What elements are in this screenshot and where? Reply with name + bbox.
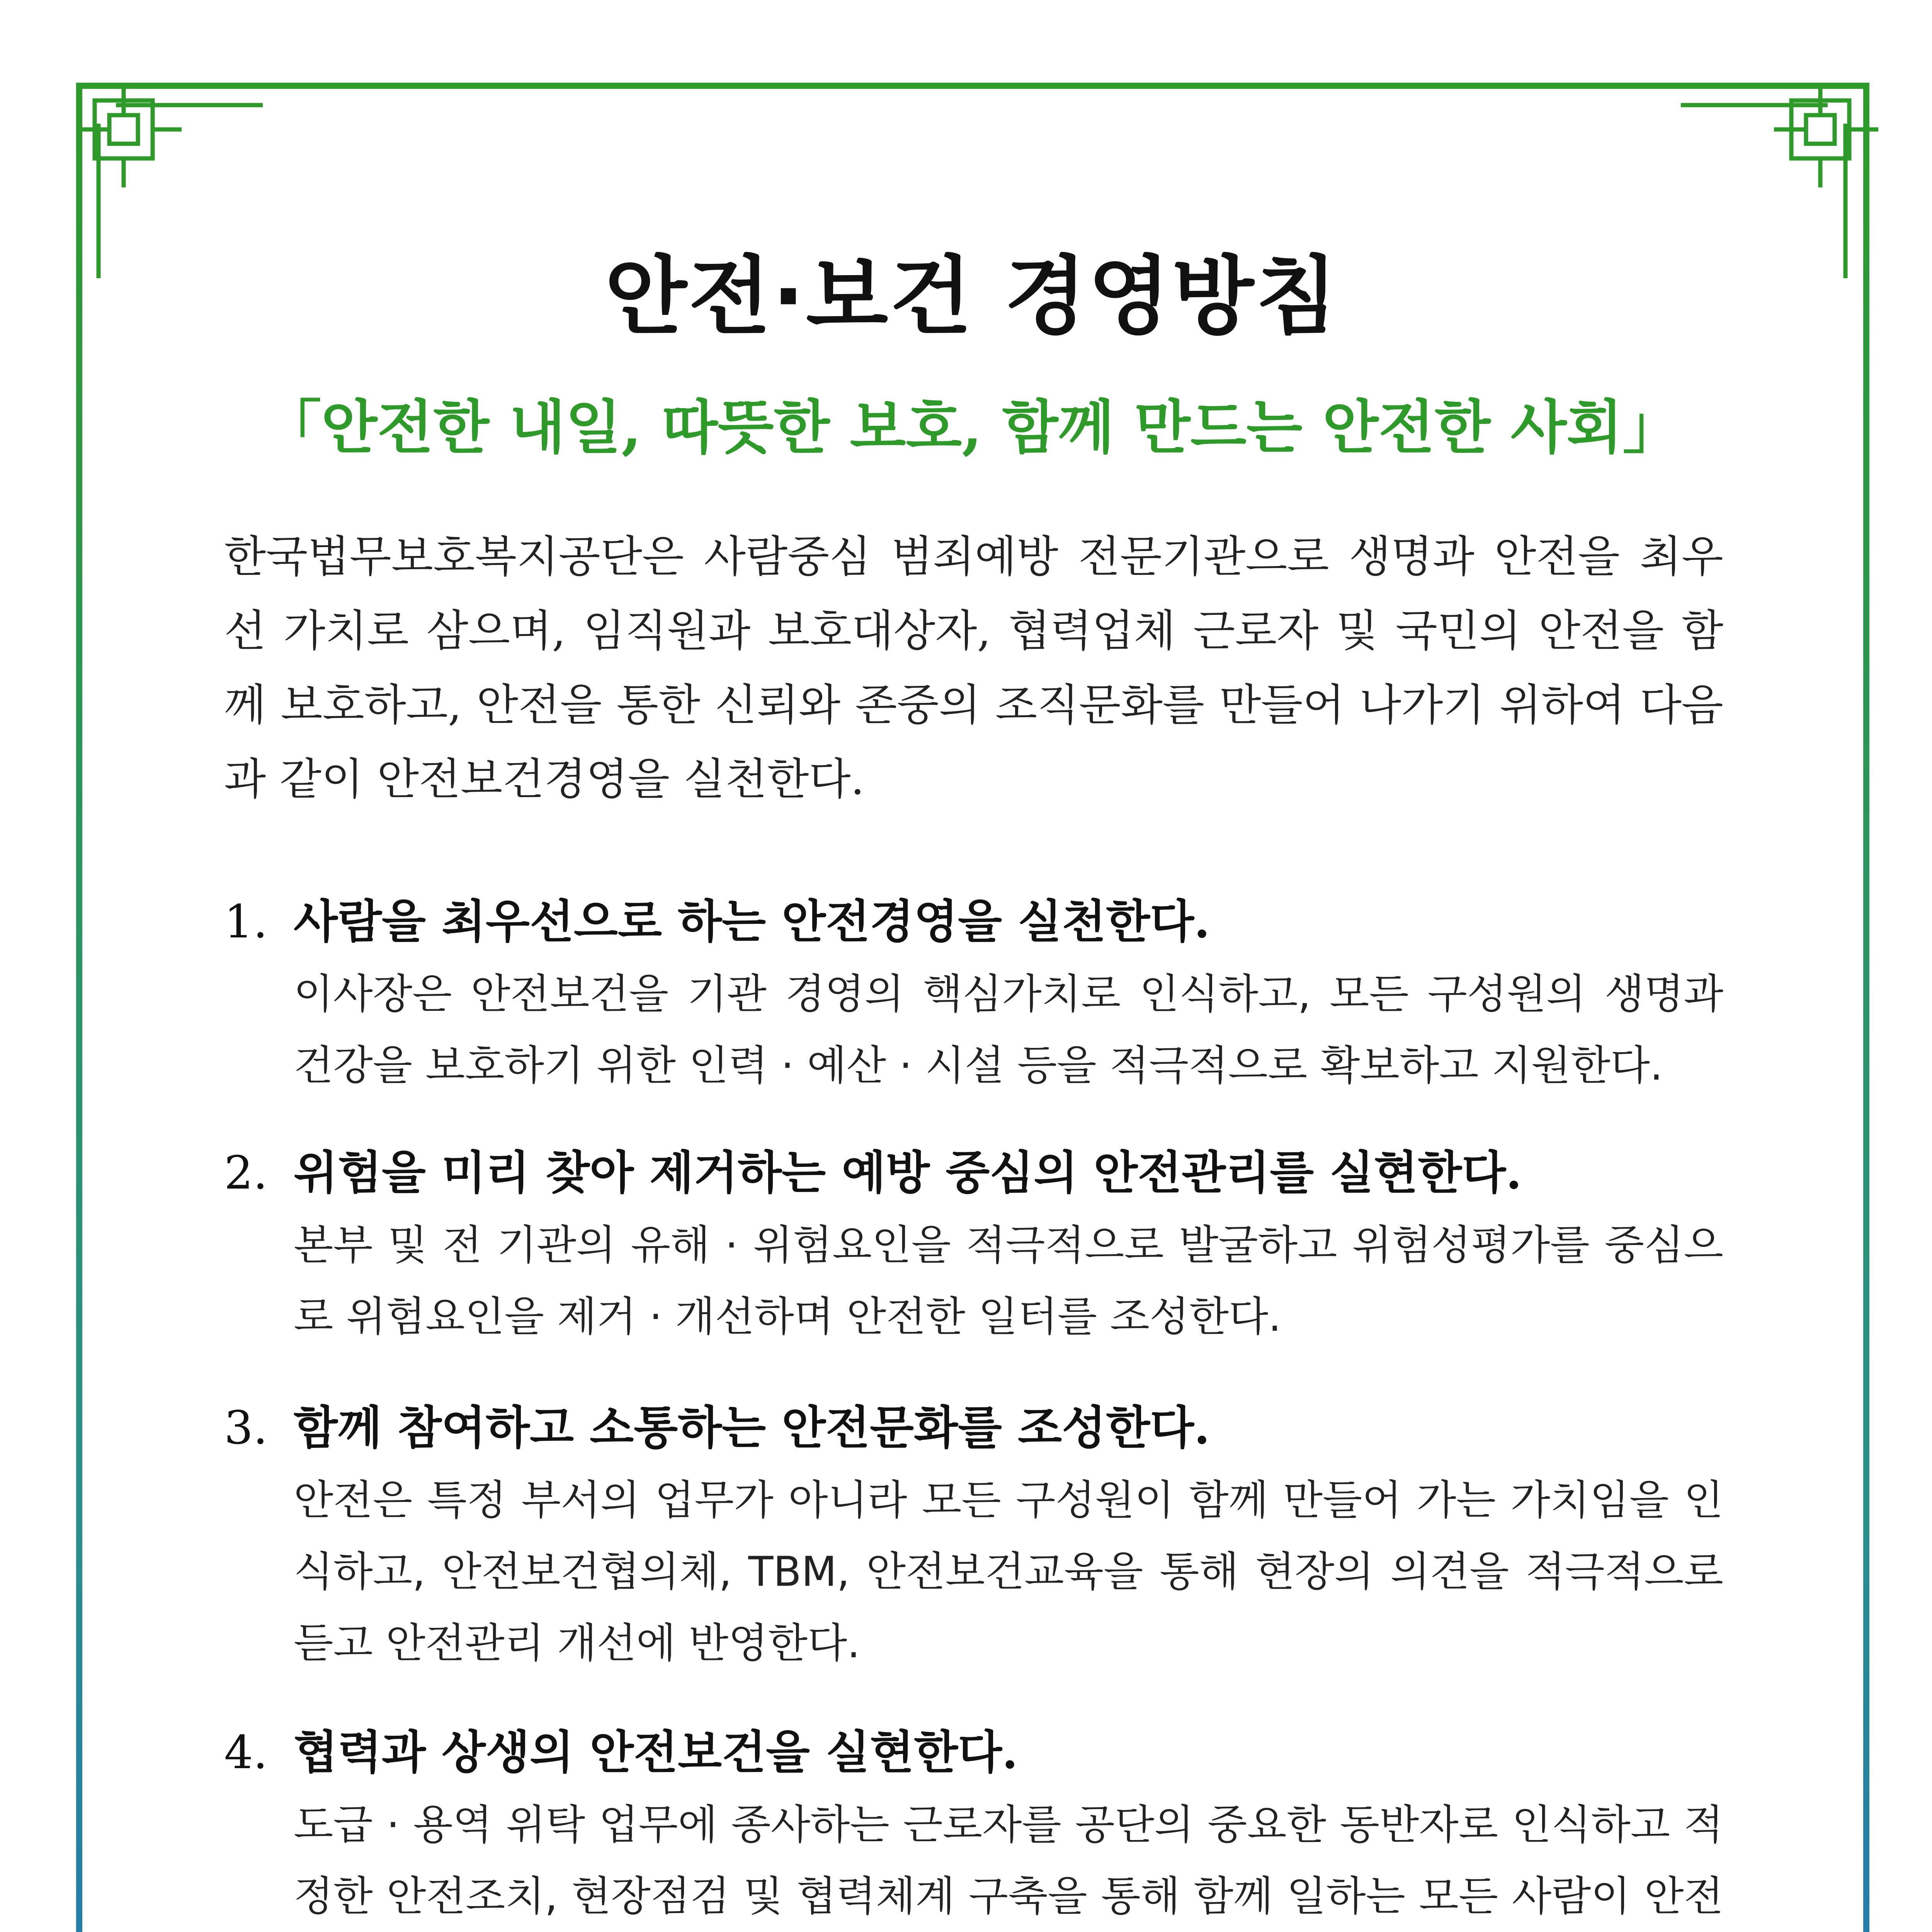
policy-item xyxy=(224,1136,1723,1352)
policy-item-title: 사람을 최우선으로 하는 안전경영을 실천한다. xyxy=(294,895,1210,948)
policy-item xyxy=(224,885,1723,1101)
slogan: 「안전한 내일, 따뜻한 보호, 함께 만드는 안전한 사회」 xyxy=(263,393,1681,461)
intro-paragraph: 한국법무보호복지공단은 사람중심 범죄예방 전문기관으로 생명과 안전을 최우선 가치로 삼으며, 임직원과 보호대상자, 협력업체 근로자 및 국민의 안전을 함께 보호하고, 안전을 통한 신뢰와 존중의 조직문화를 만들어 나가기 위하여 다음과 같이 안전보건경영을 실천한다. xyxy=(224,532,1723,804)
page-title: 안전·보건 경영방침 xyxy=(605,247,1339,346)
policy-item-body: 안전은 특정 부서의 업무가 아니라 모든 구성원이 함께 만들어 가는 가치임을 인식하고, 안전보건협의체, TBM, 안전보건교육을 통해 현장의 의견을 적극적으로 듣고 안전관리 개선에 반영한다. xyxy=(294,1476,1723,1667)
policy-item-title: 위험을 미리 찾아 제거하는 예방 중심의 안전관리를 실현한다. xyxy=(294,1146,1522,1199)
policy-item-number: 3. xyxy=(224,1401,268,1454)
policy-item-body: 도급 · 용역 위탁 업무에 종사하는 근로자를 공단의 중요한 동반자로 인식하고 적정한 안전조치, 현장점검 및 협력체계 구축을 통해 함께 일하는 모든 사람이 안전 xyxy=(294,1801,1723,1920)
policy-item-heading xyxy=(224,1391,1723,1464)
policy-item-title: 함께 참여하고 소통하는 안전문화를 조성한다. xyxy=(294,1401,1210,1454)
corner-knot-ornament xyxy=(77,83,182,187)
policy-item xyxy=(224,1391,1723,1679)
policy-item-heading xyxy=(224,885,1723,958)
policy-item-body: 이사장은 안전보건을 기관 경영의 핵심가치로 인식하고, 모든 구성원의 생명과 건강을 보호하기 위한 인력 · 예산 · 시설 등을 적극적으로 확보하고 지원한다. xyxy=(294,970,1723,1089)
policy-item-number: 4. xyxy=(224,1726,268,1779)
policy-item-body: 본부 및 전 기관의 유해 · 위험요인을 적극적으로 발굴하고 위험성평가를 중심으로 위험요인을 제거 · 개선하며 안전한 일터를 조성한다. xyxy=(294,1221,1723,1340)
policy-item xyxy=(224,1716,1723,1932)
corner-knot-ornament xyxy=(1774,83,1878,187)
policy-item-heading xyxy=(224,1716,1723,1789)
policy-item-number: 1. xyxy=(224,895,268,948)
policy-item-title: 협력과 상생의 안전보건을 실현한다. xyxy=(294,1725,1018,1779)
policy-item-number: 2. xyxy=(224,1146,268,1199)
policy-item-heading xyxy=(224,1136,1723,1209)
